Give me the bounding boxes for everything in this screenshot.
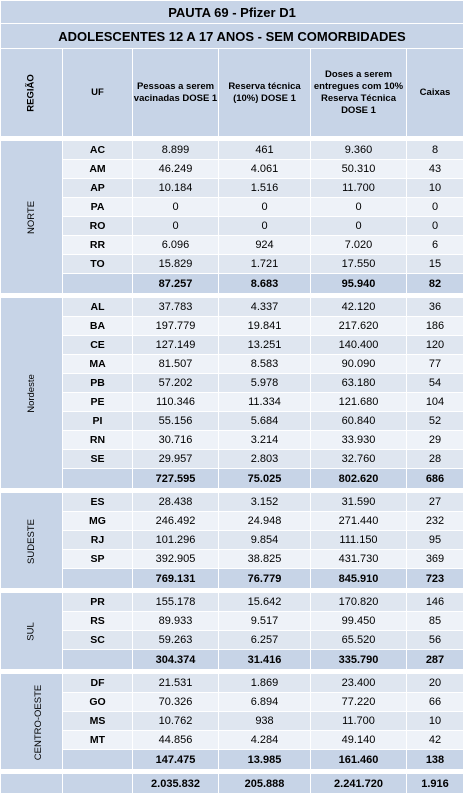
subtotal-blank: [63, 469, 133, 489]
reserva-cell: 2.803: [219, 450, 311, 469]
reserva-cell: 9.517: [219, 612, 311, 631]
uf-cell: MT: [63, 731, 133, 750]
subtotal-pessoas: 87.257: [133, 274, 219, 294]
header-doses: Doses a serem entregues com 10% Reserva Técnica DOSE 1: [311, 49, 407, 137]
pessoas-cell: 8.899: [133, 141, 219, 160]
pessoas-cell: 110.346: [133, 393, 219, 412]
subtotal-doses: 845.910: [311, 569, 407, 589]
table-row: [1, 298, 463, 317]
grand-total-reserva: 205.888: [219, 774, 311, 794]
region-cell: [1, 298, 63, 489]
caixas-cell: 232: [407, 512, 463, 531]
caixas-cell: 43: [407, 160, 463, 179]
doses-cell: 32.760: [311, 450, 407, 469]
subtotal-blank: [63, 750, 133, 770]
reserva-cell: 0: [219, 217, 311, 236]
doses-cell: 31.590: [311, 493, 407, 512]
subtotal-caixas: 287: [407, 650, 463, 670]
doses-cell: 140.400: [311, 336, 407, 355]
doses-cell: 33.930: [311, 431, 407, 450]
caixas-cell: 42: [407, 731, 463, 750]
pessoas-cell: 6.096: [133, 236, 219, 255]
caixas-cell: 104: [407, 393, 463, 412]
table-row: [1, 693, 463, 712]
caixas-cell: 52: [407, 412, 463, 431]
table-row: [1, 412, 463, 431]
table-row: [1, 255, 463, 274]
reserva-cell: 3.152: [219, 493, 311, 512]
reserva-cell: 0: [219, 198, 311, 217]
pessoas-cell: 81.507: [133, 355, 219, 374]
subtotal-doses: 802.620: [311, 469, 407, 489]
reserva-cell: 5.684: [219, 412, 311, 431]
reserva-cell: 38.825: [219, 550, 311, 569]
doses-cell: 7.020: [311, 236, 407, 255]
subtotal-row: [1, 274, 463, 294]
table-row: [1, 431, 463, 450]
uf-cell: RN: [63, 431, 133, 450]
header-reserva: Reserva técnica (10%) DOSE 1: [219, 49, 311, 137]
subtotal-caixas: 686: [407, 469, 463, 489]
uf-cell: CE: [63, 336, 133, 355]
doses-cell: 170.820: [311, 593, 407, 612]
caixas-cell: 85: [407, 612, 463, 631]
doses-cell: 90.090: [311, 355, 407, 374]
uf-cell: PA: [63, 198, 133, 217]
uf-cell: SE: [63, 450, 133, 469]
doses-cell: 271.440: [311, 512, 407, 531]
pessoas-cell: 89.933: [133, 612, 219, 631]
uf-cell: PI: [63, 412, 133, 431]
caixas-cell: 54: [407, 374, 463, 393]
caixas-cell: 10: [407, 712, 463, 731]
subtotal-reserva: 8.683: [219, 274, 311, 294]
region-label: Nordeste: [26, 374, 37, 413]
reserva-cell: 24.948: [219, 512, 311, 531]
reserva-cell: 8.583: [219, 355, 311, 374]
subtotal-doses: 335.790: [311, 650, 407, 670]
table-row: [1, 593, 463, 612]
grand-total-doses: 2.241.720: [311, 774, 407, 794]
region-label: SUL: [26, 622, 37, 640]
uf-cell: ES: [63, 493, 133, 512]
table-row: [1, 531, 463, 550]
subtotal-caixas: 723: [407, 569, 463, 589]
doses-cell: 431.730: [311, 550, 407, 569]
table-row: [1, 217, 463, 236]
doses-cell: 42.120: [311, 298, 407, 317]
uf-cell: AM: [63, 160, 133, 179]
table-row: [1, 374, 463, 393]
subtotal-row: [1, 569, 463, 589]
table-row: [1, 674, 463, 693]
uf-cell: SP: [63, 550, 133, 569]
pessoas-cell: 10.762: [133, 712, 219, 731]
caixas-cell: 186: [407, 317, 463, 336]
caixas-cell: 36: [407, 298, 463, 317]
reserva-cell: 4.337: [219, 298, 311, 317]
reserva-cell: 5.978: [219, 374, 311, 393]
subtotal-reserva: 13.985: [219, 750, 311, 770]
grand-total-row: [1, 774, 463, 794]
pessoas-cell: 0: [133, 217, 219, 236]
table-row: [1, 612, 463, 631]
region-cell: [1, 493, 63, 589]
grand-total-pessoas: 2.035.832: [133, 774, 219, 794]
table-row: [1, 160, 463, 179]
caixas-cell: 369: [407, 550, 463, 569]
reserva-cell: 3.214: [219, 431, 311, 450]
subtotal-blank: [63, 650, 133, 670]
table-row: [1, 712, 463, 731]
reserva-cell: 938: [219, 712, 311, 731]
uf-cell: RO: [63, 217, 133, 236]
caixas-cell: 20: [407, 674, 463, 693]
pessoas-cell: 155.178: [133, 593, 219, 612]
caixas-cell: 95: [407, 531, 463, 550]
subtotal-doses: 95.940: [311, 274, 407, 294]
uf-cell: PB: [63, 374, 133, 393]
subtotal-caixas: 138: [407, 750, 463, 770]
doses-cell: 0: [311, 217, 407, 236]
pessoas-cell: 392.905: [133, 550, 219, 569]
region-cell: [1, 674, 63, 770]
reserva-cell: 6.894: [219, 693, 311, 712]
pessoas-cell: 127.149: [133, 336, 219, 355]
region-cell: [1, 593, 63, 670]
pessoas-cell: 59.263: [133, 631, 219, 650]
table-row: [1, 550, 463, 569]
uf-cell: AC: [63, 141, 133, 160]
uf-cell: PE: [63, 393, 133, 412]
caixas-cell: 29: [407, 431, 463, 450]
reserva-cell: 1.516: [219, 179, 311, 198]
pessoas-cell: 30.716: [133, 431, 219, 450]
subtotal-row: [1, 750, 463, 770]
reserva-cell: 4.284: [219, 731, 311, 750]
pessoas-cell: 0: [133, 198, 219, 217]
pessoas-cell: 246.492: [133, 512, 219, 531]
table-row: [1, 317, 463, 336]
doses-cell: 0: [311, 198, 407, 217]
pessoas-cell: 46.249: [133, 160, 219, 179]
table-row: [1, 731, 463, 750]
table-row: [1, 393, 463, 412]
reserva-cell: 4.061: [219, 160, 311, 179]
doses-cell: 9.360: [311, 141, 407, 160]
doses-cell: 65.520: [311, 631, 407, 650]
reserva-cell: 1.869: [219, 674, 311, 693]
uf-cell: RR: [63, 236, 133, 255]
caixas-cell: 0: [407, 198, 463, 217]
pessoas-cell: 10.184: [133, 179, 219, 198]
uf-cell: PR: [63, 593, 133, 612]
uf-cell: DF: [63, 674, 133, 693]
region-label: SUDESTE: [26, 519, 37, 564]
subtotal-pessoas: 304.374: [133, 650, 219, 670]
uf-cell: SC: [63, 631, 133, 650]
reserva-cell: 9.854: [219, 531, 311, 550]
subtotal-doses: 161.460: [311, 750, 407, 770]
pessoas-cell: 197.779: [133, 317, 219, 336]
subtotal-reserva: 76.779: [219, 569, 311, 589]
pessoas-cell: 57.202: [133, 374, 219, 393]
reserva-cell: 13.251: [219, 336, 311, 355]
doses-cell: 49.140: [311, 731, 407, 750]
subtotal-reserva: 75.025: [219, 469, 311, 489]
caixas-cell: 120: [407, 336, 463, 355]
table-subtitle: ADOLESCENTES 12 A 17 ANOS - SEM COMORBIDADES: [1, 24, 463, 49]
reserva-cell: 461: [219, 141, 311, 160]
doses-cell: 50.310: [311, 160, 407, 179]
pessoas-cell: 37.783: [133, 298, 219, 317]
header-uf: UF: [63, 49, 133, 137]
doses-cell: 99.450: [311, 612, 407, 631]
doses-cell: 11.700: [311, 712, 407, 731]
uf-cell: RJ: [63, 531, 133, 550]
doses-cell: 77.220: [311, 693, 407, 712]
table-row: [1, 179, 463, 198]
pessoas-cell: 29.957: [133, 450, 219, 469]
caixas-cell: 10: [407, 179, 463, 198]
subtotal-row: [1, 650, 463, 670]
reserva-cell: 924: [219, 236, 311, 255]
subtotal-pessoas: 727.595: [133, 469, 219, 489]
grand-total-caixas: 1.916: [407, 774, 463, 794]
caixas-cell: 66: [407, 693, 463, 712]
pessoas-cell: 21.531: [133, 674, 219, 693]
table-row: [1, 450, 463, 469]
grand-total-blank-region: [1, 774, 63, 794]
doses-cell: 11.700: [311, 179, 407, 198]
table-row: [1, 336, 463, 355]
uf-cell: GO: [63, 693, 133, 712]
uf-cell: TO: [63, 255, 133, 274]
table-title: PAUTA 69 - Pfizer D1: [1, 1, 463, 24]
table-row: [1, 236, 463, 255]
caixas-cell: 0: [407, 217, 463, 236]
table-row: [1, 198, 463, 217]
subtotal-pessoas: 769.131: [133, 569, 219, 589]
reserva-cell: 6.257: [219, 631, 311, 650]
doses-cell: 111.150: [311, 531, 407, 550]
reserva-cell: 19.841: [219, 317, 311, 336]
caixas-cell: 27: [407, 493, 463, 512]
subtotal-row: [1, 469, 463, 489]
subtotal-blank: [63, 569, 133, 589]
caixas-cell: 28: [407, 450, 463, 469]
table-row: [1, 512, 463, 531]
doses-cell: 60.840: [311, 412, 407, 431]
table-row: [1, 631, 463, 650]
header-caixas: Caixas: [407, 49, 463, 137]
pessoas-cell: 44.856: [133, 731, 219, 750]
table-row: [1, 141, 463, 160]
uf-cell: RS: [63, 612, 133, 631]
header-regiao: [1, 49, 63, 137]
reserva-cell: 1.721: [219, 255, 311, 274]
header-pessoas: Pessoas a serem vacinadas DOSE 1: [133, 49, 219, 137]
subtotal-blank: [63, 274, 133, 294]
uf-cell: MA: [63, 355, 133, 374]
reserva-cell: 11.334: [219, 393, 311, 412]
doses-cell: 17.550: [311, 255, 407, 274]
pessoas-cell: 15.829: [133, 255, 219, 274]
subtotal-reserva: 31.416: [219, 650, 311, 670]
reserva-cell: 15.642: [219, 593, 311, 612]
uf-cell: MG: [63, 512, 133, 531]
caixas-cell: 77: [407, 355, 463, 374]
caixas-cell: 8: [407, 141, 463, 160]
region-label: CENTRO-OESTE: [33, 684, 44, 759]
uf-cell: AL: [63, 298, 133, 317]
uf-cell: MS: [63, 712, 133, 731]
region-label: NORTE: [26, 201, 37, 234]
header-regiao-label: REGIÃO: [25, 74, 37, 111]
pessoas-cell: 70.326: [133, 693, 219, 712]
table-row: [1, 355, 463, 374]
pessoas-cell: 55.156: [133, 412, 219, 431]
pessoas-cell: 28.438: [133, 493, 219, 512]
caixas-cell: 15: [407, 255, 463, 274]
subtotal-caixas: 82: [407, 274, 463, 294]
subtotal-pessoas: 147.475: [133, 750, 219, 770]
doses-cell: 63.180: [311, 374, 407, 393]
region-cell: [1, 141, 63, 294]
doses-cell: 217.620: [311, 317, 407, 336]
pessoas-cell: 101.296: [133, 531, 219, 550]
doses-cell: 121.680: [311, 393, 407, 412]
caixas-cell: 6: [407, 236, 463, 255]
grand-total-blank-uf: [63, 774, 133, 794]
caixas-cell: 56: [407, 631, 463, 650]
uf-cell: AP: [63, 179, 133, 198]
doses-cell: 23.400: [311, 674, 407, 693]
table-row: [1, 493, 463, 512]
uf-cell: BA: [63, 317, 133, 336]
caixas-cell: 146: [407, 593, 463, 612]
